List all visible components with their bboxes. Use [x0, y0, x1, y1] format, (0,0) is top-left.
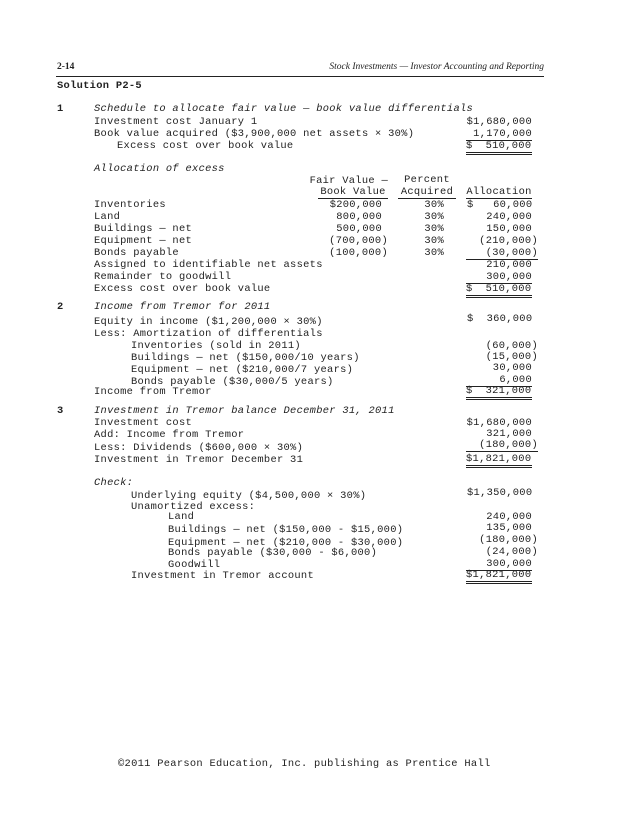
alloc-row-fv: $200,000 [329, 199, 382, 211]
alloc-row-fv: (700,000) [329, 235, 388, 247]
col-header-allocation: Allocation [466, 186, 532, 198]
col-header-fair-value: Fair Value — [309, 175, 388, 187]
alloc-row-label: Bonds payable [94, 247, 179, 259]
p2-row-amount: $ 321,000 [466, 385, 532, 400]
p3-row-amount: $1,680,000 [466, 417, 532, 429]
p2-row-amount: $ 360,000 [467, 313, 533, 325]
check-row-amount: (180,000) [479, 534, 538, 546]
alloc-row-fv: (100,000) [329, 247, 388, 259]
p2-row-amount: (60,000) [485, 340, 538, 352]
check-row-label: Investment in Tremor account [131, 570, 314, 582]
part-3-number: 3 [57, 405, 64, 417]
check-row-amount: $1,821,000 [466, 569, 532, 584]
p3-row-amount: (180,000) [466, 439, 538, 452]
p2-row-label: Equipment — net ($210,000/7 years) [131, 364, 354, 376]
check-title: Check: [94, 477, 134, 489]
p1-row-amount: $1,680,000 [466, 116, 532, 128]
col-header-book-value: Book Value [318, 186, 388, 199]
p2-row-label: Inventories (sold in 2011) [131, 340, 301, 352]
summary-row-amount: $ 510,000 [466, 283, 532, 298]
alloc-row-label: Equipment — net [94, 235, 193, 247]
alloc-row-label: Inventories [94, 199, 166, 211]
p2-row-amount: (15,000) [485, 351, 538, 363]
alloc-row-pct: 30% [424, 211, 444, 223]
p2-row-label: Less: Amortization of differentials [94, 328, 323, 340]
check-row-label: Buildings — net ($150,000 - $15,000) [168, 524, 404, 536]
summary-row-amount: 210,000 [486, 259, 532, 271]
p2-row-label: Bonds payable ($30,000/5 years) [131, 376, 334, 388]
alloc-row-amount: (210,000) [479, 235, 538, 247]
copyright-footer: ©2011 Pearson Education, Inc. publishing as Prentice Hall [118, 758, 491, 770]
page-number: 2-14 [57, 62, 75, 72]
p3-row-label: Investment cost [94, 417, 193, 429]
allocation-title: Allocation of excess [94, 163, 225, 175]
header-rule [56, 76, 544, 77]
p1-row-label: Excess cost over book value [117, 140, 294, 152]
p2-row-label: Buildings — net ($150,000/10 years) [131, 352, 360, 364]
check-row-label: Bonds payable ($30,000 - $6,000) [168, 547, 378, 559]
part-1-title: Schedule to allocate fair value — book value differentials [94, 103, 474, 115]
alloc-row-amount: (30,000) [466, 247, 538, 260]
check-row-label: Equipment — net ($210,000 - $30,000) [168, 537, 404, 549]
summary-row-amount: 300,000 [466, 271, 532, 284]
p3-row-label: Less: Dividends ($600,000 × 30%) [94, 442, 304, 454]
summary-row-label: Excess cost over book value [94, 283, 271, 295]
alloc-row-amount: 150,000 [486, 223, 532, 235]
check-row-amount: $1,350,000 [467, 487, 533, 499]
alloc-row-label: Land [94, 211, 121, 223]
check-row-amount: (24,000) [485, 546, 538, 558]
col-header-acquired: Acquired [398, 186, 456, 199]
check-row-amount: 240,000 [486, 511, 532, 523]
solution-title: Solution P2-5 [57, 80, 142, 92]
p3-row-label: Add: Income from Tremor [94, 429, 245, 441]
part-3-title: Investment in Tremor balance December 31, 2011 [94, 405, 395, 417]
check-row-label: Goodwill [168, 559, 221, 571]
part-2-number: 2 [57, 301, 64, 313]
p3-row-amount: $1,821,000 [466, 453, 532, 468]
alloc-row-label: Buildings — net [94, 223, 193, 235]
summary-row-label: Remainder to goodwill [94, 271, 232, 283]
check-row-label: Land [168, 511, 195, 523]
alloc-row-fv: 500,000 [336, 223, 382, 235]
p1-row-amount: $ 510,000 [466, 140, 532, 155]
check-row-label: Unamortized excess: [131, 501, 256, 513]
p3-row-label: Investment in Tremor December 31 [94, 454, 304, 466]
alloc-row-fv: 800,000 [336, 211, 382, 223]
p1-row-label: Book value acquired ($3,900,000 net assets × 30%) [94, 128, 415, 140]
part-2-title: Income from Tremor for 2011 [94, 301, 271, 313]
p2-row-label: Income from Tremor [94, 386, 212, 398]
running-title: Stock Investments — Investor Accounting and Reporting [329, 62, 544, 72]
p1-row-amount: 1,170,000 [466, 128, 532, 141]
p2-row-amount: 30,000 [492, 362, 532, 374]
check-row-amount: 300,000 [466, 558, 532, 571]
p1-row-label: Investment cost January 1 [94, 116, 258, 128]
alloc-row-pct: 30% [424, 247, 444, 259]
part-1-number: 1 [57, 103, 64, 115]
alloc-row-pct: 30% [424, 223, 444, 235]
p3-row-amount: 321,000 [486, 428, 532, 440]
col-header-percent: Percent [404, 174, 450, 186]
p2-row-amount: 6,000 [466, 374, 532, 387]
alloc-row-pct: 30% [424, 235, 444, 247]
summary-row-label: Assigned to identifiable net assets [94, 259, 323, 271]
alloc-row-amount: $ 60,000 [467, 199, 533, 211]
alloc-row-amount: 240,000 [486, 211, 532, 223]
check-row-label: Underlying equity ($4,500,000 × 30%) [131, 490, 367, 502]
check-row-amount: 135,000 [486, 522, 532, 534]
alloc-row-pct: 30% [424, 199, 444, 211]
p2-row-label: Equity in income ($1,200,000 × 30%) [94, 316, 323, 328]
